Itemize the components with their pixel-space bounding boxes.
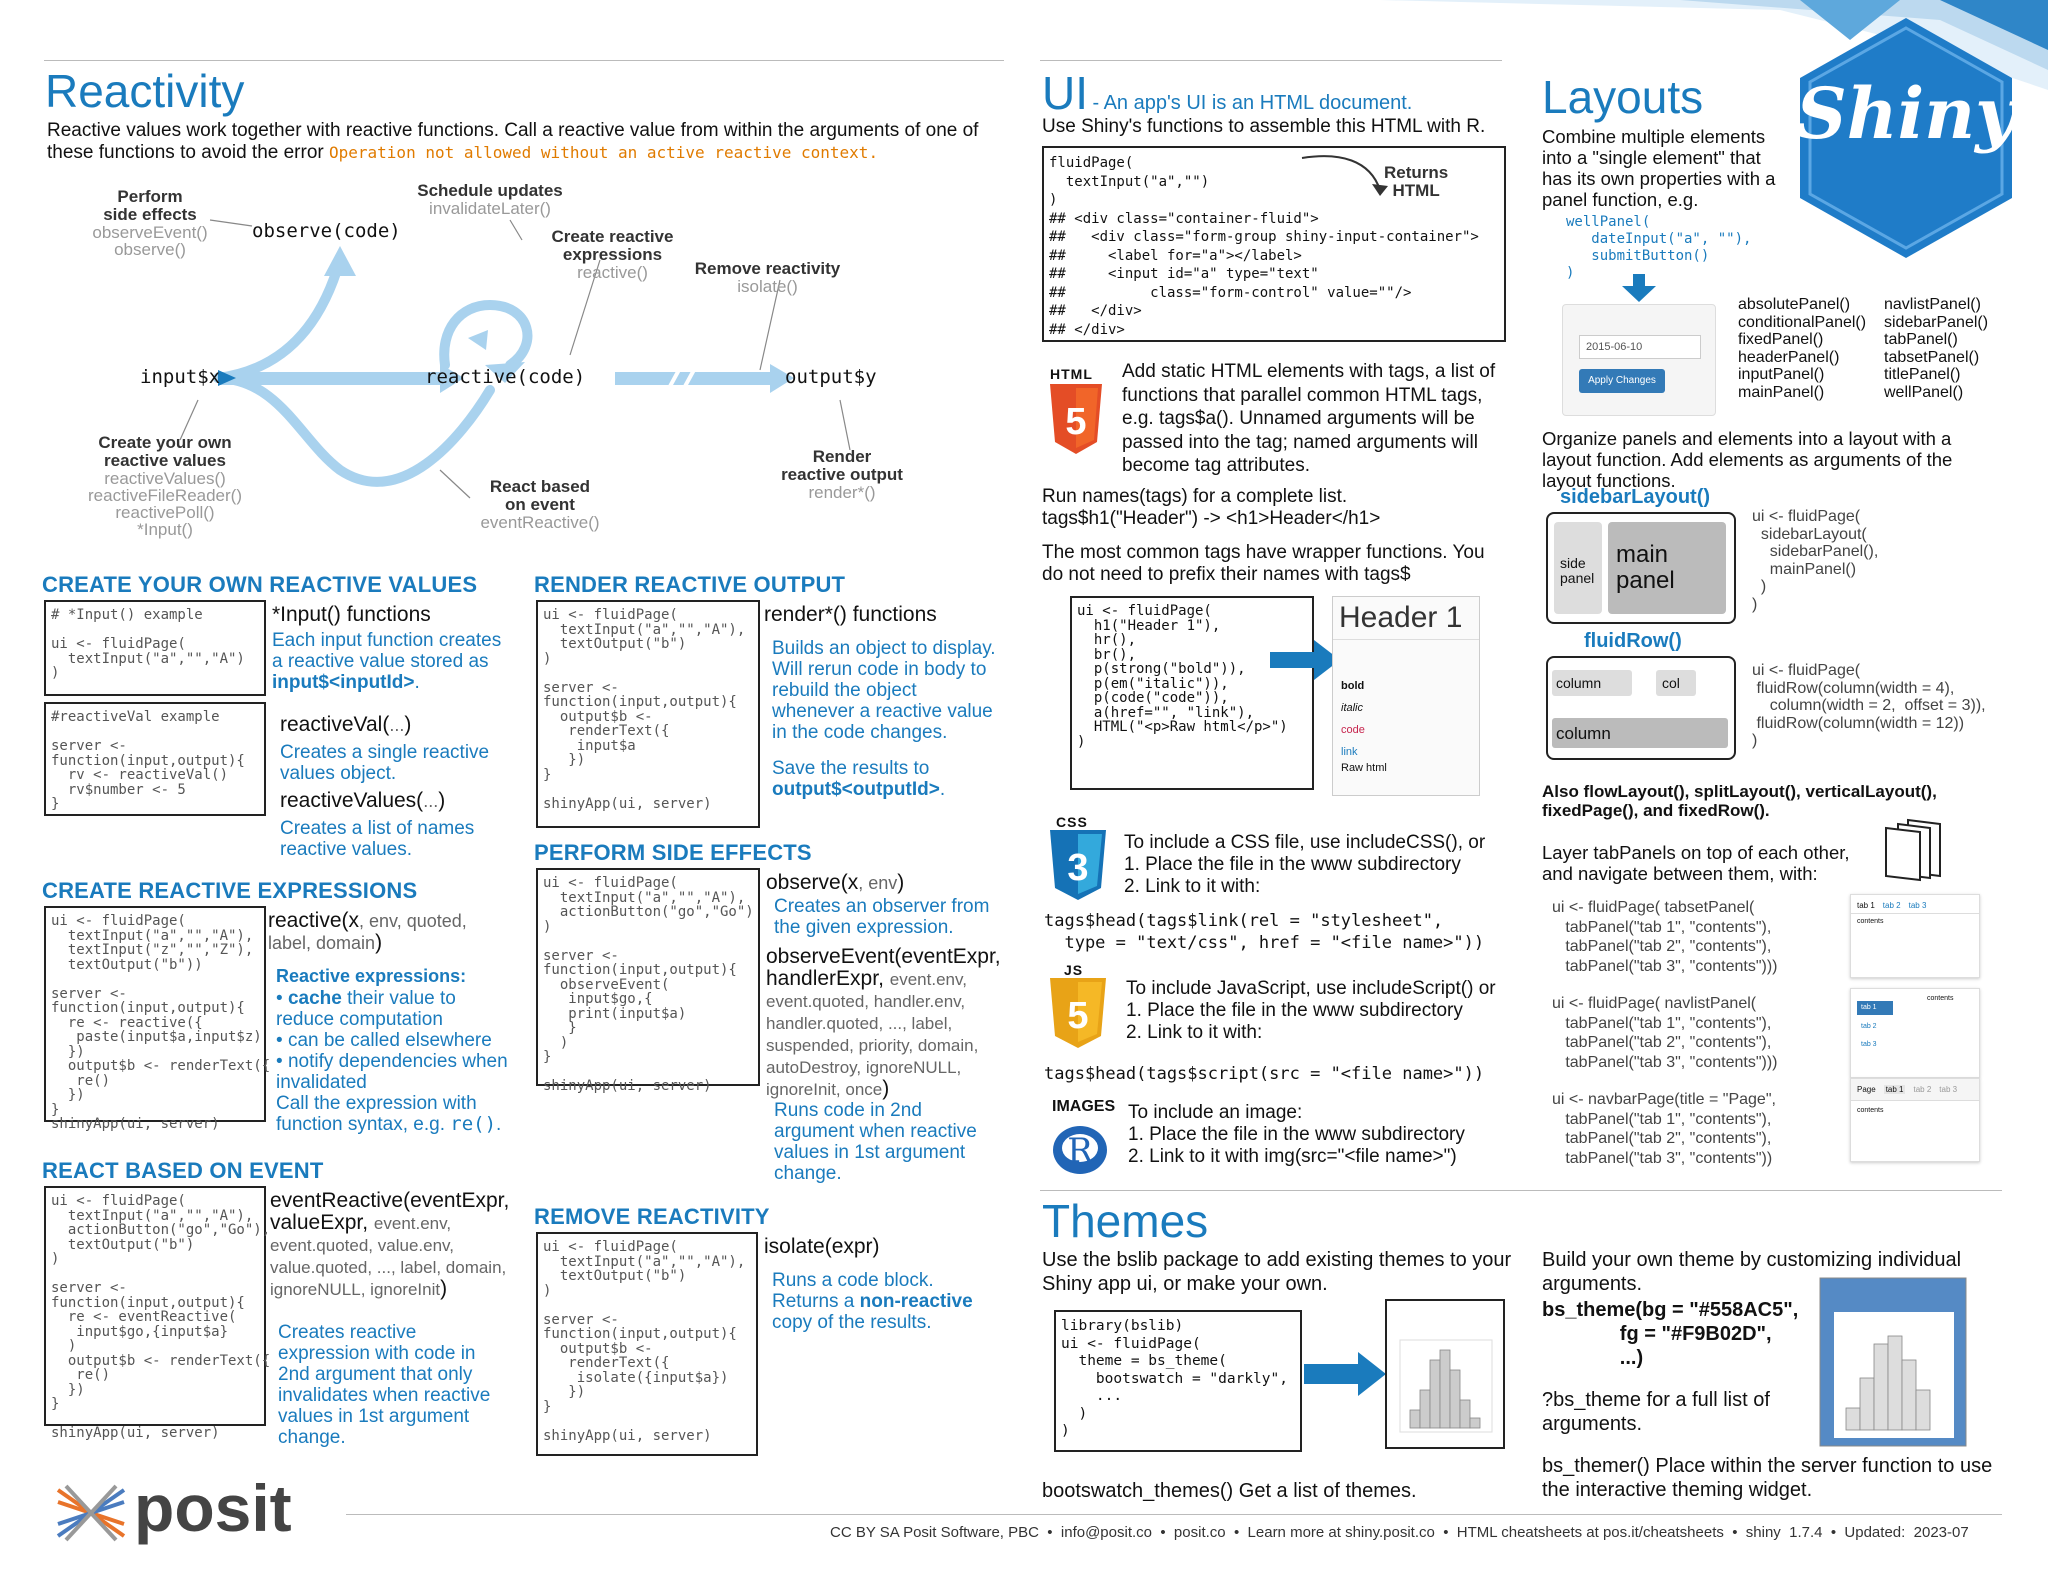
panel-fn: headerPanel() [1738, 348, 1840, 366]
input-functions-desc: Each input function creates a reactive value stored as input$<inputId>. [272, 630, 502, 693]
input-desc-bold: input$<inputId> [272, 672, 415, 693]
schedule-title: Schedule updates [417, 181, 563, 200]
fluidrow-col-12: column [1552, 718, 1728, 748]
panel-fn: conditionalPanel() [1738, 313, 1867, 331]
reactive-call-code: re() [450, 1113, 497, 1135]
schedule-updates-label [410, 182, 570, 217]
panels-list-1 [1738, 296, 1866, 401]
reactiveval-example-code: #reactiveVal example server <- function(input,output){ rv <- reactiveVal() rv$number <- 5 } [44, 702, 266, 816]
observeevent-title: observeEvent(eventExpr, handlerExpr, event.env, event.quoted, handler.env, handler.quoted, ..., label, suspended, priority, domain, autoDestroy, ignoreNULL, ignoreInit, once) [766, 945, 1001, 1100]
preview-header: Header 1 [1333, 597, 1479, 640]
tabset-code: ui <- fluidPage( tabsetPanel( tabPanel("tab 1", "contents"), tabPanel("tab 2", "contents"), tabPanel("tab 3", "contents"))) [1552, 899, 1778, 975]
svg-text:5: 5 [1067, 995, 1089, 1037]
side-effects-heading: PERFORM SIDE EFFECTS [534, 840, 812, 865]
diagram-output: output$y [785, 366, 877, 388]
eventreactive-fn: eventReactive(eventExpr, valueExpr, [270, 1189, 510, 1234]
observe-title: observe(x, env) [766, 871, 905, 894]
wellpanel-preview [1562, 304, 1716, 416]
observe-desc: Creates an observer from the given expression. [774, 896, 990, 938]
stacked-pages-icon [1884, 818, 1942, 880]
navlist-tab-2[interactable]: tab 2 [1861, 1023, 1877, 1030]
ui-title: UI [1042, 67, 1088, 119]
footer-text: CC BY SA Posit Software, PBC • info@posit.co • posit.co • Learn more at shiny.posit.co • HTML cheatsheets at pos.it/cheatsheets • shiny 1.7.4 • Updated: 2023-07 [830, 1524, 1969, 1541]
darkly-preview [1386, 1300, 1504, 1448]
diagram-observe: observe(code) [252, 220, 401, 242]
perform-fns: observeEvent() observe() [92, 223, 208, 259]
render-example-code: ui <- fluidPage( textInput("a","","A"), textOutput("b") ) server <- function(input,output){ output$b <- renderText({ input$a }) } shinyApp(ui, server) [536, 600, 760, 828]
date-input[interactable]: 2015-06-10 [1579, 335, 1701, 359]
layouts-title: Layouts [1542, 71, 1704, 123]
ui-intro: Use Shiny's functions to assemble this HTML with R. [1042, 116, 1486, 137]
svg-text:R: R [1067, 1131, 1093, 1171]
themes-title: Themes [1042, 1195, 1209, 1247]
reactivevalues-fn: reactiveValues( [280, 789, 424, 812]
reactive-fn-title: reactive(x, env, quoted, label, domain) [268, 909, 467, 954]
reactivity-error: Operation not allowed without an active reactive context. [329, 143, 879, 162]
navbar-code: ui <- navbarPage(title = "Page", tabPanel("tab 1", "contents"), tabPanel("tab 2", "contents"), tabPanel("tab 3", "contents")) [1552, 1091, 1776, 1167]
bullet-cache-text: their value to reduce computation [276, 988, 456, 1030]
navlist-tab-3[interactable]: tab 3 [1861, 1041, 1877, 1048]
react-event-heading: REACT BASED ON EVENT [42, 1158, 324, 1183]
sidebarlayout-code: ui <- fluidPage( sidebarLayout( sidebarPanel(), mainPanel() ) ) [1752, 508, 1879, 613]
also-layouts: Also flowLayout(), splitLayout(), verticalLayout(), fixedPage(), and fixedRow(). [1542, 782, 1937, 820]
eventreactive-args: event.env, event.quoted, value.env, value.quoted, ..., label, domain, ignoreNULL, ignoreInit [270, 1214, 507, 1299]
reactiveval-args: ... [389, 715, 405, 735]
input-functions-title: *Input() functions [272, 603, 431, 626]
bs-themer-text: bs_themer() Place within the server function to use the interactive theming widget. [1542, 1455, 1993, 1501]
render-desc1: Builds an object to display. Will rerun code in body to rebuild the object whenever a reactive value in the code changes. [772, 638, 996, 743]
bs-theme-example: bs_theme(bg = "#558AC5", fg = "#F9B02D", ...) [1542, 1299, 1799, 1369]
remove-title: Remove reactivity [694, 259, 841, 278]
navbar-tab-3[interactable]: tab 3 [1939, 1085, 1958, 1094]
panel-fn: navlistPanel() [1884, 296, 1981, 313]
js-text2: 1. Place the file in the www subdirectory [1126, 1000, 1463, 1021]
wellpanel-code: wellPanel( dateInput("a", ""), submitButton() ) [1566, 214, 1752, 281]
shiny-hex-logo [1796, 18, 2016, 258]
layer-text: Layer tabPanels on top of each other, and navigate between them, with: [1542, 842, 1850, 884]
reactive-call-text: Call the expression with function syntax, e.g. [276, 1093, 477, 1135]
create-expr-title: Create reactive expressions [551, 227, 674, 264]
reactiveval-fn: reactiveVal( [280, 713, 390, 736]
bs-theme-help: ?bs_theme for a full list of arguments. [1542, 1389, 1770, 1435]
html5-icon [1050, 384, 1102, 454]
observe-fn: observe( [766, 871, 848, 894]
wellpanel-arrow-icon [1622, 274, 1656, 302]
bullet-notify-text: notify dependencies when invalidated [276, 1051, 508, 1093]
tabset-preview [1850, 894, 1980, 978]
eventreactive-desc: Creates reactive expression with code in 2nd argument that only invalidates when reactive values in 1st argument change. [278, 1322, 491, 1448]
themes-intro: Use the bslib package to add existing themes to your Shiny app ui, or make your own. [1042, 1249, 1512, 1295]
js-code: tags$head(tags$script(src = "<file name>")) [1044, 1064, 1485, 1084]
preview-italic: italic [1341, 702, 1364, 714]
tabset-contents: contents [1857, 918, 1884, 925]
posit-logo-icon [56, 1484, 126, 1542]
panel-fn: titlePanel() [1884, 366, 1961, 383]
tabset-tabs [1851, 895, 1979, 914]
create-values-title: Create your own reactive values [98, 433, 232, 470]
returns-html-label: Returns HTML [1384, 163, 1449, 200]
panel-fn: fixedPanel() [1738, 331, 1824, 348]
navbar-tab-2[interactable]: tab 2 [1913, 1085, 1932, 1094]
css-text [1124, 832, 1485, 898]
preview-link: link [1341, 746, 1358, 758]
tab-3[interactable]: tab 3 [1908, 901, 1927, 910]
css-label: CSS [1056, 814, 1088, 830]
reactive-expr-bullets [276, 988, 516, 1135]
navbar-page: Page [1857, 1085, 1876, 1094]
svg-text:5: 5 [1065, 401, 1087, 443]
observeevent-desc: Runs code in 2nd argument when reactive values in 1st argument change. [774, 1100, 977, 1184]
sidebarlayout-title: sidebarLayout() [1560, 486, 1711, 508]
remove-fns: isolate() [737, 277, 798, 296]
schedule-fns: invalidateLater() [429, 199, 551, 218]
organize-text: Organize panels and elements into a layout with a layout function. Add elements as arguments of the layout functions. [1542, 428, 1953, 491]
reactiveval-desc: Creates a single reactive values object. [280, 742, 490, 784]
reactivevalues-title: reactiveValues(...) [280, 789, 446, 812]
remove-reactivity-heading: REMOVE REACTIVITY [534, 1204, 770, 1229]
observeevent-args: event.env, event.quoted, handler.env, handler.quoted, ..., label, suspended, priority, domain, autoDestroy, ignoreNULL, ignoreInit, once [766, 970, 979, 1099]
img-text3: 2. Link to it with img(src="<file name>") [1128, 1146, 1457, 1167]
fluidrow-diagram [1546, 656, 1736, 760]
css3-icon [1050, 830, 1106, 900]
layouts-intro: Combine multiple elements into a "single element" that has its own properties with a panel function, e.g. [1542, 126, 1776, 210]
navlist-preview [1850, 988, 1980, 1078]
preview-bold: bold [1341, 680, 1365, 692]
reactive-fn-args: , env, quoted, label, domain [268, 911, 467, 953]
create-expr-fns: reactive() [577, 263, 648, 282]
observe-fn-a: x [847, 871, 859, 894]
apply-changes-button[interactable]: Apply Changes [1579, 369, 1665, 393]
navlist-code: ui <- fluidPage( navlistPanel( tabPanel("tab 1", "contents"), tabPanel("tab 2", "contents"), tabPanel("tab 3", "contents"))) [1552, 995, 1778, 1071]
react-event-title: React based on event [489, 477, 591, 514]
panel-fn: mainPanel() [1738, 383, 1825, 401]
render-functions-title: render*() functions [764, 603, 937, 626]
observeevent-fn: observeEvent(eventExpr, handlerExpr, [766, 945, 1001, 990]
wrapper-arrow-icon [1270, 640, 1340, 680]
css-text3: 2. Link to it with: [1124, 876, 1261, 897]
reactive-fn-a: x [348, 909, 360, 932]
bullet-called: • can be called elsewhere [276, 1030, 492, 1051]
panel-fn: sidebarPanel() [1884, 313, 1989, 331]
bullet-cache-bold: cache [287, 988, 342, 1009]
js-label: JS [1064, 962, 1084, 978]
build-theme-text: Build your own theme by customizing individual arguments. [1542, 1249, 1962, 1295]
ui-html-code: fluidPage( textInput("a","") ) ## <div class="container-fluid"> ## <div class="form-group shiny-input-container"> ## <label for="a"></label> ## <input id="a" type="text" ## class="form-control" value=""/> ## </div> ## </div> [1042, 146, 1506, 342]
themes-code: library(bslib) ui <- fluidPage( theme = bs_theme( bootswatch = "darkly", ... ) ) [1054, 1310, 1302, 1452]
panel-fn: absolutePanel() [1738, 296, 1851, 313]
panels-list-2 [1884, 296, 1988, 401]
images-text [1128, 1102, 1465, 1168]
reactive-fn: reactive( [268, 909, 349, 932]
isolate-desc-tail: copy of the results. [772, 1312, 932, 1333]
js-text [1126, 978, 1496, 1044]
reactive-expr-heading: CREATE REACTIVE EXPRESSIONS [42, 878, 418, 903]
render-desc2: Save the results to output$<outputId>. [772, 758, 946, 800]
navbar-tab-1[interactable]: tab 1 [1885, 1085, 1904, 1094]
js-text3: 2. Link to it with: [1126, 1022, 1263, 1043]
observe-fn-args: , env [858, 873, 898, 893]
img-text1: To include an image: [1128, 1102, 1303, 1123]
render-desc2-text: Save the results to [772, 758, 930, 779]
isolate-desc-text: Runs a code block. Returns a [772, 1270, 934, 1312]
preview-code: code [1341, 724, 1365, 736]
fluidrow-col-2: col [1656, 670, 1696, 696]
tab-1[interactable]: tab 1 [1857, 901, 1875, 910]
svg-text:3: 3 [1067, 847, 1089, 889]
tab-2[interactable]: tab 2 [1882, 901, 1901, 910]
fluidrow-title: fluidRow() [1584, 630, 1682, 652]
reactive-expr-code: ui <- fluidPage( textInput("a","","A"), textInput("z","","Z"), textOutput("b")) server <- function(input,output){ re <- reactive({ paste(input$a,input$z) }) output$b <- renderText({ re() }) } shinyApp(ui, server) [44, 906, 266, 1122]
tags-text: Add static HTML elements with tags, a list of functions that parallel common HTML tags, e.g. tags$a(). Unnamed arguments will be passed into the tag; named arguments will become tag attributes. [1122, 361, 1496, 476]
side-panel: side panel [1554, 522, 1602, 614]
react-event-code: ui <- fluidPage( textInput("a","","A"), actionButton("go","Go"), textOutput("b") ) server <- function(input,output){ re <- eventReactive( input$go,{input$a} ) output$b <- renderText({ re() }) } shinyApp(ui, server) [44, 1186, 266, 1426]
reactivevalues-args: ... [423, 791, 439, 811]
fluidrow-col-4: column [1552, 670, 1632, 696]
eventreactive-title: eventReactive(eventExpr, valueExpr, event.env, event.quoted, value.env, value.quoted, ..., label, domain, ignoreNULL, ignoreInit) [270, 1189, 510, 1300]
input-example-code: # *Input() example ui <- fluidPage( textInput("a","","A") ) [44, 600, 266, 696]
img-text2: 1. Place the file in the www subdirectory [1128, 1124, 1465, 1145]
r-logo-icon [1052, 1122, 1108, 1178]
navlist-tab-1[interactable]: tab 1 [1857, 1001, 1893, 1015]
reactivity-title: Reactivity [45, 65, 245, 117]
sidebarlayout-diagram [1546, 512, 1736, 624]
returns-arrow-icon [1300, 150, 1390, 200]
diagram-reactive: reactive(code) [425, 366, 586, 388]
isolate-title: isolate(expr) [764, 1235, 880, 1258]
perform-title: Perform side effects [103, 187, 197, 224]
panel-fn: tabsetPanel() [1884, 348, 1980, 366]
side-effects-code: ui <- fluidPage( textInput("a","","A"), actionButton("go","Go") ) server <- function(input,output){ observeEvent( input$go,{ print(input$a) } ) } shinyApp(ui, server) [536, 868, 760, 1086]
css-text1: To include a CSS file, use includeCSS(), or [1124, 832, 1486, 853]
images-label: IMAGES [1052, 1098, 1116, 1115]
navbar-bar [1851, 1079, 1979, 1101]
bullet-called-text: can be called elsewhere [287, 1030, 492, 1051]
isolate-desc [772, 1270, 998, 1333]
reactiveval-title: reactiveVal(...) [280, 713, 412, 736]
wrapper-code: ui <- fluidPage( h1("Header 1"), hr(), br(), p(strong("bold")), p(em("italic")), p(code("code")), a(href="", "link"), HTML("<p>Raw html</p>") ) [1070, 596, 1314, 790]
shiny-logo-text: Shiny [1796, 72, 2016, 155]
preview-raw: Raw html [1341, 762, 1387, 774]
react-event-label [470, 478, 610, 531]
fluidrow-code: ui <- fluidPage( fluidRow(column(width = 4), column(width = 2, offset = 3)), fluidRow(column(width = 12)) ) [1752, 662, 1986, 749]
render-output-label [772, 448, 912, 501]
names-text: Run names(tags) for a complete list. [1042, 486, 1348, 507]
reactivity-intro [47, 120, 987, 164]
js-icon [1050, 978, 1106, 1048]
create-values-label [85, 434, 245, 538]
diagram-input: input$x [140, 366, 221, 388]
create-expressions-label [540, 228, 685, 281]
ui-header [1042, 66, 1412, 120]
navlist-contents: contents [1927, 995, 1954, 1002]
reactivevalues-desc: Creates a list of names reactive values. [280, 818, 475, 860]
panel-fn: wellPanel() [1884, 383, 1964, 401]
reactive-expr-subtitle: Reactive expressions: [276, 966, 467, 986]
wrapper-text: The most common tags have wrapper functions. You do not need to prefix their names with tags$ [1042, 542, 1485, 585]
wrapper-preview [1332, 596, 1480, 796]
render-fns: render*() [808, 483, 876, 502]
custom-theme-preview [1820, 1278, 1966, 1446]
bootswatch-text: bootswatch_themes() Get a list of themes. [1042, 1480, 1417, 1502]
main-panel: main panel [1608, 522, 1726, 614]
remove-reactivity-code: ui <- fluidPage( textInput("a","","A"), textOutput("b") ) server <- function(input,output){ output$b <- renderText({ isolate({input$a}) }) } shinyApp(ui, server) [536, 1232, 758, 1456]
create-values-heading: CREATE YOUR OWN REACTIVE VALUES [42, 572, 478, 597]
remove-reactivity-label [690, 260, 845, 295]
bullet-cache: • cache their value to reduce computation [276, 988, 456, 1030]
reactive-call: Call the expression with function syntax, e.g. re(). [276, 1093, 502, 1135]
posit-logo-text: posit [134, 1471, 292, 1545]
navbar-contents: contents [1857, 1107, 1884, 1114]
reactivity-intro-text: Reactive values work together with reactive functions. Call a reactive value from within the arguments of one of these functions to avoid the error [47, 120, 979, 163]
react-event-fns: eventReactive() [480, 513, 600, 532]
ui-subtitle: - An app's UI is an HTML document. [1092, 92, 1413, 114]
perform-side-effects-label [80, 188, 220, 258]
themes-arrow-icon [1304, 1352, 1386, 1396]
h1-example: tags$h1("Header") -> <h1>Header</h1> [1042, 508, 1381, 529]
navbar-preview [1850, 1078, 1980, 1162]
bullet-notify: • notify dependencies when invalidated [276, 1051, 508, 1093]
render-title: Render reactive output [781, 447, 903, 484]
render-desc2-bold: output$<outputId> [772, 779, 940, 800]
panel-fn: inputPanel() [1738, 366, 1825, 383]
panel-fn: tabPanel() [1884, 331, 1958, 348]
css-text2: 1. Place the file in the www subdirectory [1124, 854, 1461, 875]
create-values-fns: reactiveValues() reactiveFileReader() reactivePoll() *Input() [88, 469, 242, 539]
input-desc-text: Each input function creates a reactive value stored as [272, 630, 502, 672]
isolate-desc-bold: non-reactive [859, 1291, 973, 1312]
js-text1: To include JavaScript, use includeScript() or [1126, 978, 1496, 999]
css-code: tags$head(tags$link(rel = "stylesheet", type = "text/css", href = "<file name>")) [1044, 911, 1485, 953]
html-label: HTML [1050, 366, 1093, 382]
render-output-heading: RENDER REACTIVE OUTPUT [534, 572, 846, 597]
